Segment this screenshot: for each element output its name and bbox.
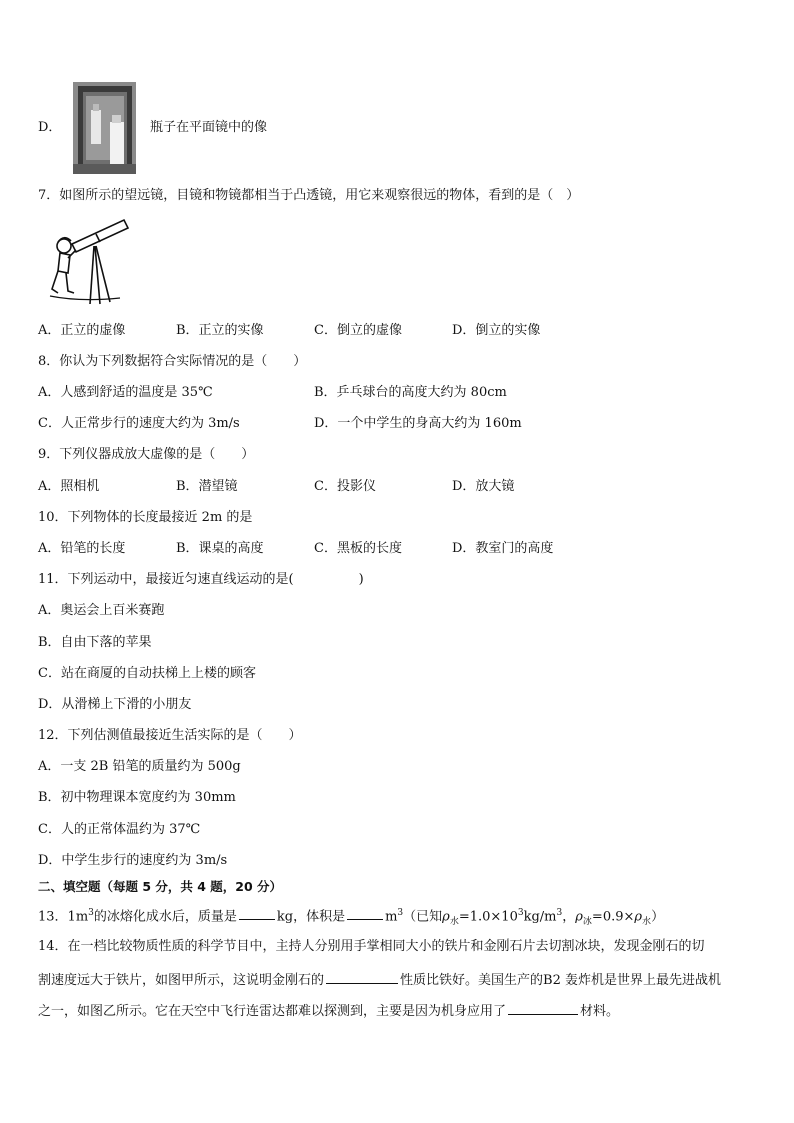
q13-part7: kg/m: [523, 909, 557, 925]
section-2-title: 二、填空题（每题 5 分，共 4 题，20 分）: [38, 879, 283, 894]
q13-part5: （已知: [403, 909, 443, 925]
q14-property-blank[interactable]: [326, 969, 398, 984]
q9-option-a: A．照相机: [38, 479, 100, 494]
mirror-bottle-photo: [73, 82, 136, 174]
q13-sub-water-2: 水: [642, 916, 652, 927]
q12-option-d: D．中学生步行的速度约为 3m/s: [38, 853, 228, 868]
q7-option-a: A．正立的虚像: [38, 323, 126, 338]
q10-option-c: C．黑板的长度: [314, 541, 402, 556]
q11-option-a: A．奥运会上百米赛跑: [38, 603, 165, 618]
q7-option-d: D．倒立的实像: [452, 323, 541, 338]
q6-option-d-label: D．: [38, 120, 62, 135]
q13-sup-3d: 3: [556, 908, 563, 918]
telescope-illustration: [44, 216, 132, 308]
q11-option-b: B．自由下落的苹果: [38, 635, 152, 650]
q11-stem: 11．下列运动中，最接近匀速直线运动的是( ): [38, 572, 364, 587]
q7-option-c: C．倒立的虚像: [314, 323, 402, 338]
q12-option-b: B．初中物理课本宽度约为 30mm: [38, 790, 236, 805]
q13-volume-blank[interactable]: [347, 905, 383, 920]
q14-material-blank[interactable]: [508, 1000, 578, 1015]
q10-option-a: A．铅笔的长度: [38, 541, 126, 556]
q14-line-3b: 材料。: [580, 1004, 620, 1019]
q13-sup-3c: 3: [517, 908, 524, 918]
q14-line-2b: 性质比铁好。美国生产的B2 轰炸机是世界上最先进战机: [400, 973, 721, 988]
q8-option-d: D．一个中学生的身高大约为 160m: [314, 416, 522, 431]
q12-option-c: C．人的正常体温约为 37℃: [38, 822, 201, 837]
q13-sup-3b: 3: [397, 908, 404, 918]
q14-line-3: [38, 1000, 619, 1021]
q8-option-b: B．乒乓球台的高度大约为 80cm: [314, 385, 507, 400]
q10-option-b: B．课桌的高度: [176, 541, 264, 556]
q6-option-d-text: 瓶子在平面镜中的像: [150, 120, 268, 135]
q12-stem: 12．下列估测值最接近生活实际的是（ ）: [38, 728, 302, 743]
q14-line-2: [38, 969, 721, 990]
q9-option-c: C．投影仪: [314, 479, 376, 494]
q14-line-3a: 之一，如图乙所示。它在天空中飞行连雷达都难以探测到，主要是因为机身应用了: [38, 1004, 507, 1019]
q8-option-c: C．人正常步行的速度大约为 3m/s: [38, 416, 240, 431]
q13-part1: 13．1m: [38, 909, 89, 925]
q13-part4: m: [385, 909, 398, 925]
q8-option-a: A．人感到舒适的温度是 35℃: [38, 385, 213, 400]
q13-rho-water: ρ: [442, 909, 450, 925]
q13-mass-blank[interactable]: [239, 905, 275, 920]
q9-option-b: B．潜望镜: [176, 479, 238, 494]
q11-option-d: D．从滑梯上下滑的小朋友: [38, 697, 192, 712]
q13-part6: =1.0×10: [458, 909, 518, 925]
q13-line: [38, 904, 664, 931]
q13-part2: 的冰熔化成水后，质量是: [93, 909, 237, 925]
q7-stem: 7．如图所示的望远镜，目镜和物镜都相当于凸透镜，用它来观察很远的物体，看到的是（ ）: [38, 188, 580, 203]
q13-part9: =0.9×: [591, 909, 635, 925]
q7-option-b: B．正立的实像: [176, 323, 264, 338]
q9-option-d: D．放大镜: [452, 479, 515, 494]
q12-option-a: A．一支 2B 铅笔的质量约为 500g: [38, 759, 241, 774]
q8-stem: 8．你认为下列数据符合实际情况的是（ ）: [38, 354, 307, 369]
q14-line-2a: 割速度远大于铁片，如图甲所示，这说明金刚石的: [38, 973, 325, 988]
q11-option-c: C．站在商厦的自动扶梯上上楼的顾客: [38, 666, 256, 681]
q13-sub-ice: 冰: [582, 916, 592, 927]
q13-part10: ）: [651, 909, 665, 925]
q9-stem: 9．下列仪器成放大虚像的是（ ）: [38, 447, 255, 462]
q10-option-d: D．教室门的高度: [452, 541, 554, 556]
q14-line-1: 14．在一档比较物质性质的科学节目中，主持人分别用手掌相同大小的铁片和金刚石片去切割冰块，发现金刚石的切: [38, 939, 705, 954]
q13-rho-ice: ρ: [575, 909, 583, 925]
q13-sup-3a: 3: [88, 908, 94, 918]
q10-stem: 10．下列物体的长度最接近 2m 的是: [38, 510, 253, 525]
q13-part3: kg，体积是: [276, 909, 346, 925]
q13-rho-water-2: ρ: [634, 909, 643, 925]
q13-sub-water: 水: [449, 916, 459, 927]
q13-part8: ，: [562, 909, 576, 925]
